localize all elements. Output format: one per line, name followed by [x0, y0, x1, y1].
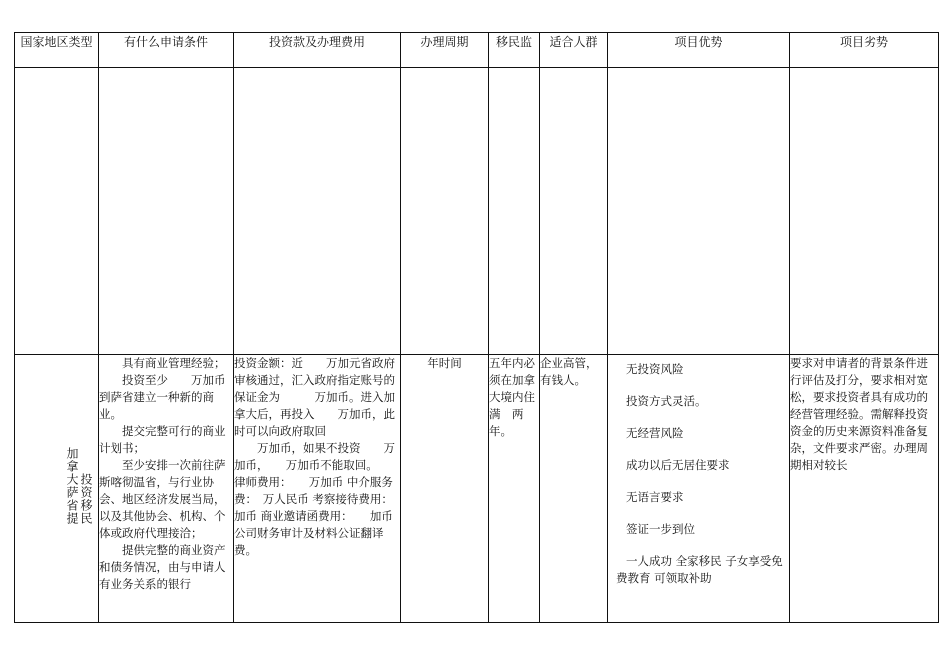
- advantages-cell: [608, 355, 790, 623]
- investment-text: 投资金额：近 万加元省政府审核通过，汇入政府指定账号的保证金为 万加币。进入加拿大后，再投入 万加币，此时可以向政府取回: [234, 356, 395, 438]
- investment-cell: [234, 355, 411, 623]
- region-cell: [15, 355, 99, 623]
- investment-fees: 律师费用： 万加币 中介服务费： 万人民币 考察接待费用： 加币 商业邀请函费用： 加币 公司财务审计及材料公证翻译费。: [234, 475, 411, 557]
- period-cell: 年时间: [401, 355, 489, 623]
- header-supervision: 移民监: [489, 33, 540, 68]
- header-disadvantages: 项目劣势: [790, 33, 939, 68]
- suitable-cell: 企业高管，有钱人。: [540, 355, 608, 623]
- header-period: 办理周期: [401, 33, 489, 68]
- advantage-item: 一人成功 全家移民 子女享受免费教育 可领取补助: [616, 554, 783, 585]
- condition-item: 提交完整可行的商业计划书；: [99, 424, 226, 455]
- blank-cell: [401, 68, 489, 355]
- header-suitable: 适合人群: [540, 33, 608, 68]
- conditions-cell: [99, 355, 234, 623]
- advantage-item: 无语言要求: [626, 490, 684, 504]
- header-investment: 投资款及办理费用: [234, 33, 401, 68]
- advantage-item: 成功以后无居住要求: [626, 458, 730, 472]
- blank-cell: [489, 68, 540, 355]
- condition-item: 投资至少 万加币到萨省建立一种新的商业。: [99, 373, 226, 421]
- advantage-item: 投资方式灵活。: [626, 394, 707, 408]
- advantage-item: 无投资风险: [626, 362, 684, 376]
- advantage-item: 无经营风险: [626, 426, 684, 440]
- supervision-cell: 五年内必须在加拿大境内住满 两年。: [489, 355, 540, 623]
- investment-text: 万加币，如果不投资 万加币， 万加币不能取回。: [234, 441, 395, 472]
- advantage-item: 签证一步到位: [626, 522, 695, 536]
- blank-cell: [99, 68, 234, 355]
- blank-cell: [234, 68, 401, 355]
- region-line: 加拿大萨省提: [65, 447, 79, 525]
- table-row: [15, 355, 939, 623]
- header-conditions: 有什么申请条件: [99, 33, 234, 68]
- blank-cell: [790, 68, 939, 355]
- region-line: 投资移民: [79, 473, 93, 525]
- header-region: 国家地区类型: [15, 33, 99, 68]
- disadvantages-cell: 要求对申请者的背景条件进行评估及打分，要求相对宽松，要求投资者具有成功的经营管理经验。需解释投资资金的历史来源资料准备复杂，文件要求严密。办理周期相对较长: [790, 355, 939, 623]
- blank-cell: [608, 68, 790, 355]
- condition-item: 提供完整的商业资产和债务情况，由与申请人有业务关系的银行: [99, 543, 226, 591]
- blank-cell: [15, 68, 99, 355]
- condition-item: 具有商业管理经验；: [122, 356, 226, 370]
- blank-row: [15, 68, 939, 355]
- condition-item: 至少安排一次前往萨斯喀彻温省，与行业协会、地区经济发展当局，以及其他协会、机构、个体或政府代理接洽；: [99, 458, 226, 540]
- blank-cell: [540, 68, 608, 355]
- header-advantages: 项目优势: [608, 33, 790, 68]
- header-row: [15, 33, 939, 68]
- immigration-table: [14, 32, 939, 623]
